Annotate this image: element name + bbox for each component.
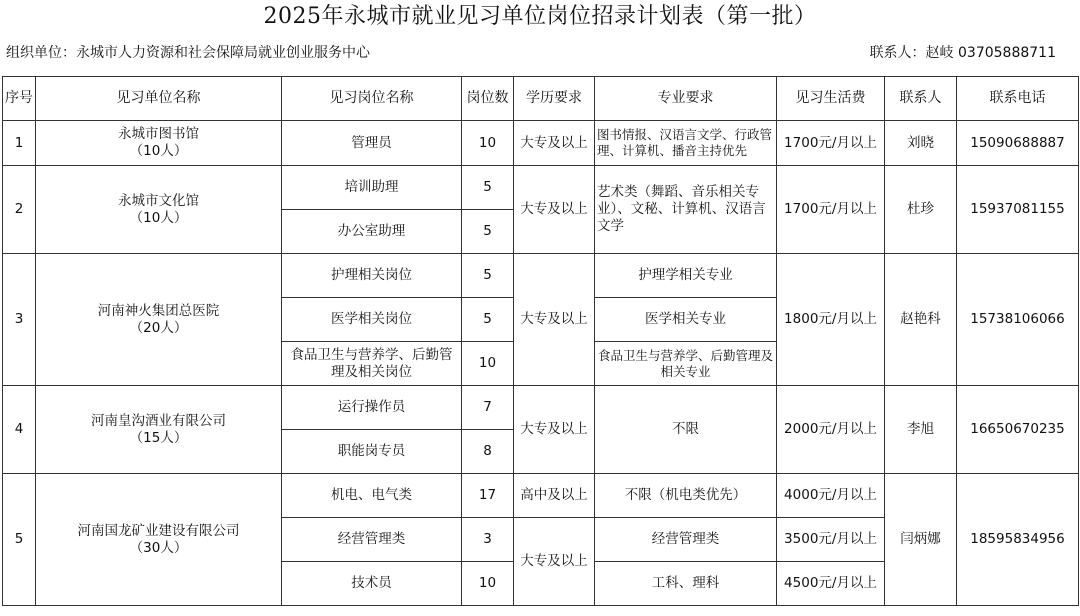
major-cell: 医学相关专业 [595, 298, 777, 342]
major-cell: 工科、理科 [595, 562, 777, 606]
count-cell: 7 [462, 386, 514, 430]
seq-cell: 4 [3, 386, 36, 474]
header-seq: 序号 [3, 77, 36, 121]
header-unit: 见习单位名称 [36, 77, 282, 121]
post-cell: 职能岗专员 [282, 430, 462, 474]
major-cell: 艺术类（舞蹈、音乐相关专业）、文秘、计算机、汉语言文学 [595, 166, 777, 254]
person-cell: 闫炳娜 [885, 474, 957, 606]
major-cell: 护理学相关专业 [595, 254, 777, 298]
post-cell: 技术员 [282, 562, 462, 606]
recruitment-table [2, 76, 1079, 606]
count-cell: 10 [462, 121, 514, 166]
page-title: 2025年永城市就业见习单位岗位招录计划表（第一批） [263, 4, 817, 29]
person-cell: 赵艳科 [885, 254, 957, 386]
table-row [3, 254, 1079, 298]
unit-name: 河南皇沟酒业有限公司 [91, 412, 226, 429]
post-cell: 办公室助理 [282, 210, 462, 254]
phone-cell: 15937081155 [957, 166, 1079, 254]
count-cell: 3 [462, 518, 514, 562]
edu-cell: 高中及以上 [514, 474, 595, 518]
unit-name: 永城市文化馆 [118, 192, 199, 209]
header-count: 岗位数 [462, 77, 514, 121]
post-cell: 管理员 [282, 121, 462, 166]
header-person: 联系人 [885, 77, 957, 121]
post-cell: 护理相关岗位 [282, 254, 462, 298]
fee-cell: 2000元/月以上 [777, 386, 885, 474]
seq-cell: 5 [3, 474, 36, 606]
organizer-line [0, 40, 1080, 66]
phone-cell: 18595834956 [957, 474, 1079, 606]
header-row [3, 77, 1079, 121]
header-post: 见习岗位名称 [282, 77, 462, 121]
organizer-text: 组织单位：永城市人力资源和社会保障局就业创业服务中心 [6, 45, 370, 61]
phone-cell: 15738106066 [957, 254, 1079, 386]
post-cell: 机电、电气类 [282, 474, 462, 518]
contact-text: 联系人：赵岐 03705888711 [869, 45, 1056, 61]
edu-cell: 大专及以上 [514, 166, 595, 254]
count-cell: 5 [462, 210, 514, 254]
count-cell: 17 [462, 474, 514, 518]
unit-cell [36, 386, 282, 474]
table-row [3, 121, 1079, 166]
count-cell: 10 [462, 342, 514, 386]
fee-cell: 1700元/月以上 [777, 166, 885, 254]
count-cell: 5 [462, 166, 514, 210]
unit-cell [36, 254, 282, 386]
unit-count: （15人） [129, 429, 188, 446]
header-edu: 学历要求 [514, 77, 595, 121]
person-cell: 杜珍 [885, 166, 957, 254]
major-cell: 不限 [595, 386, 777, 474]
fee-cell: 1700元/月以上 [777, 121, 885, 166]
edu-cell: 大专及以上 [514, 386, 595, 474]
unit-cell [36, 121, 282, 166]
unit-cell [36, 166, 282, 254]
edu-cell: 大专及以上 [514, 254, 595, 386]
major-cell: 图书情报、汉语言文学、行政管理、计算机、播音主持优先 [595, 121, 777, 166]
unit-count: （10人） [129, 143, 188, 159]
unit-cell [36, 474, 282, 606]
unit-name: 河南国龙矿业建设有限公司 [77, 522, 240, 539]
post-cell: 运行操作员 [282, 386, 462, 430]
edu-cell: 大专及以上 [514, 518, 595, 606]
fee-cell: 3500元/月以上 [777, 518, 885, 562]
count-cell: 8 [462, 430, 514, 474]
major-cell: 不限（机电类优先） [595, 474, 777, 518]
major-cell: 食品卫生与营养学、后勤管理及相关专业 [595, 342, 777, 386]
fee-cell: 1800元/月以上 [777, 254, 885, 386]
phone-cell: 16650670235 [957, 386, 1079, 474]
person-cell: 刘晓 [885, 121, 957, 166]
table-row [3, 474, 1079, 518]
post-cell: 医学相关岗位 [282, 298, 462, 342]
count-cell: 10 [462, 562, 514, 606]
count-cell: 5 [462, 298, 514, 342]
unit-name: 永城市图书馆 [118, 126, 199, 142]
seq-cell: 1 [3, 121, 36, 166]
edu-cell: 大专及以上 [514, 121, 595, 166]
seq-cell: 2 [3, 166, 36, 254]
major-cell: 经营管理类 [595, 518, 777, 562]
post-cell: 食品卫生与营养学、后勤管理及相关岗位 [282, 342, 462, 386]
header-fee: 见习生活费 [777, 77, 885, 121]
post-cell: 经营管理类 [282, 518, 462, 562]
post-cell: 培训助理 [282, 166, 462, 210]
header-major: 专业要求 [595, 77, 777, 121]
fee-cell: 4500元/月以上 [777, 562, 885, 606]
phone-cell: 15090688887 [957, 121, 1079, 166]
table-row [3, 166, 1079, 210]
table-row [3, 386, 1079, 430]
header-phone: 联系电话 [957, 77, 1079, 121]
unit-name: 河南神火集团总医院 [97, 302, 220, 319]
count-cell: 5 [462, 254, 514, 298]
unit-count: （30人） [129, 539, 188, 556]
unit-count: （20人） [129, 319, 188, 336]
seq-cell: 3 [3, 254, 36, 386]
fee-cell: 4000元/月以上 [777, 474, 885, 518]
unit-count: （10人） [129, 209, 188, 226]
person-cell: 李旭 [885, 386, 957, 474]
